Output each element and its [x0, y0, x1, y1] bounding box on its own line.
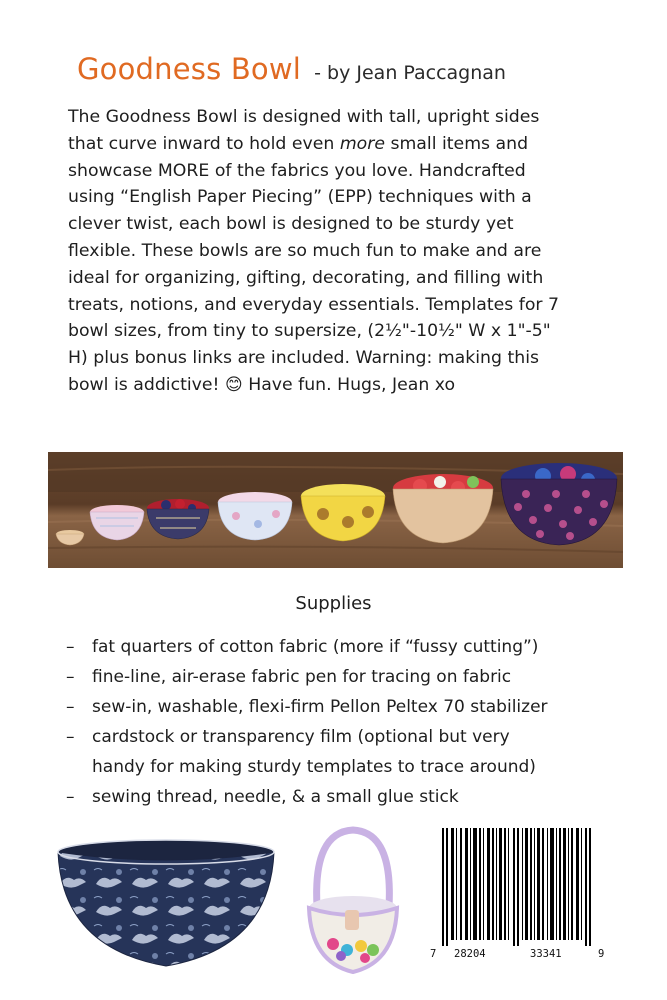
list-item	[66, 662, 626, 692]
list-item-continuation	[66, 752, 626, 782]
supply-item-text: fine-line, air-erase fabric pen for tracing on fabric	[92, 667, 512, 687]
dash-bullet: –	[66, 727, 75, 747]
list-item	[66, 782, 626, 812]
description-fragment: Have fun. Hugs, Jean xo	[242, 374, 456, 395]
barcode	[430, 828, 610, 974]
dash-bullet: –	[66, 697, 75, 717]
dash-bullet: –	[66, 787, 75, 807]
blue-bowl-photo	[56, 838, 276, 972]
author-byline: - by Jean Paccagnan	[314, 62, 506, 84]
supply-item-text: sewing thread, needle, & a small glue stick	[92, 787, 459, 807]
supplies-heading: Supplies	[295, 593, 372, 614]
list-item	[66, 632, 626, 662]
description-fragment: small items and	[384, 133, 529, 154]
description-line	[68, 372, 613, 399]
barcode-digit-first: 7	[430, 948, 437, 960]
description-line	[68, 131, 613, 158]
supply-item-text: cardstock or transparency film (optional but very	[92, 727, 510, 747]
barcode-digit-last: 9	[598, 948, 605, 960]
dash-bullet: –	[66, 667, 75, 687]
supply-item-text: sew-in, washable, flexi-firm Pellon Peltex 70 stabilizer	[92, 697, 548, 717]
description-text	[68, 104, 613, 399]
description-line: H) plus bonus links are included. Warning: making this	[68, 348, 540, 369]
description-fragment: that curve inward to hold even	[68, 133, 340, 154]
easter-basket-photo	[303, 826, 403, 978]
barcode-group-1: 28204	[454, 948, 486, 960]
description-fragment: bowl is addictive!	[68, 374, 225, 395]
title-line	[77, 52, 506, 86]
barcode-bars	[430, 828, 610, 948]
description-line: bowl sizes, from tiny to supersize, (2½"-10½" W x 1"-5"	[68, 321, 551, 342]
description-line: ideal for organizing, gifting, decorating, and filling with	[68, 267, 544, 288]
description-emphasis: more	[339, 133, 385, 154]
supply-item-text: fat quarters of cotton fabric (more if “fussy cutting”)	[92, 637, 539, 657]
page-title: Goodness Bowl	[77, 52, 302, 86]
description-line: showcase MORE of the fabrics you love. Handcrafted	[68, 160, 526, 181]
dash-bullet: –	[66, 637, 75, 657]
list-item	[66, 692, 626, 722]
description-line: treats, notions, and everyday essentials. Templates for 7	[68, 294, 559, 315]
description-line: clever twist, each bowl is designed to be sturdy yet	[68, 214, 514, 235]
list-item	[66, 722, 626, 752]
description-line: flexible. These bowls are so much fun to make and are	[68, 240, 542, 261]
supplies-list	[66, 632, 626, 812]
barcode-group-2: 33341	[530, 948, 562, 960]
supply-item-text: handy for making sturdy templates to trace around)	[92, 757, 536, 777]
description-line: The Goodness Bowl is designed with tall, upright sides	[68, 107, 540, 127]
bowls-lineup-photo	[48, 452, 623, 568]
smiley-icon: 😊	[224, 374, 243, 395]
description-line: using “English Paper Piecing” (EPP) techniques with a	[68, 187, 532, 208]
